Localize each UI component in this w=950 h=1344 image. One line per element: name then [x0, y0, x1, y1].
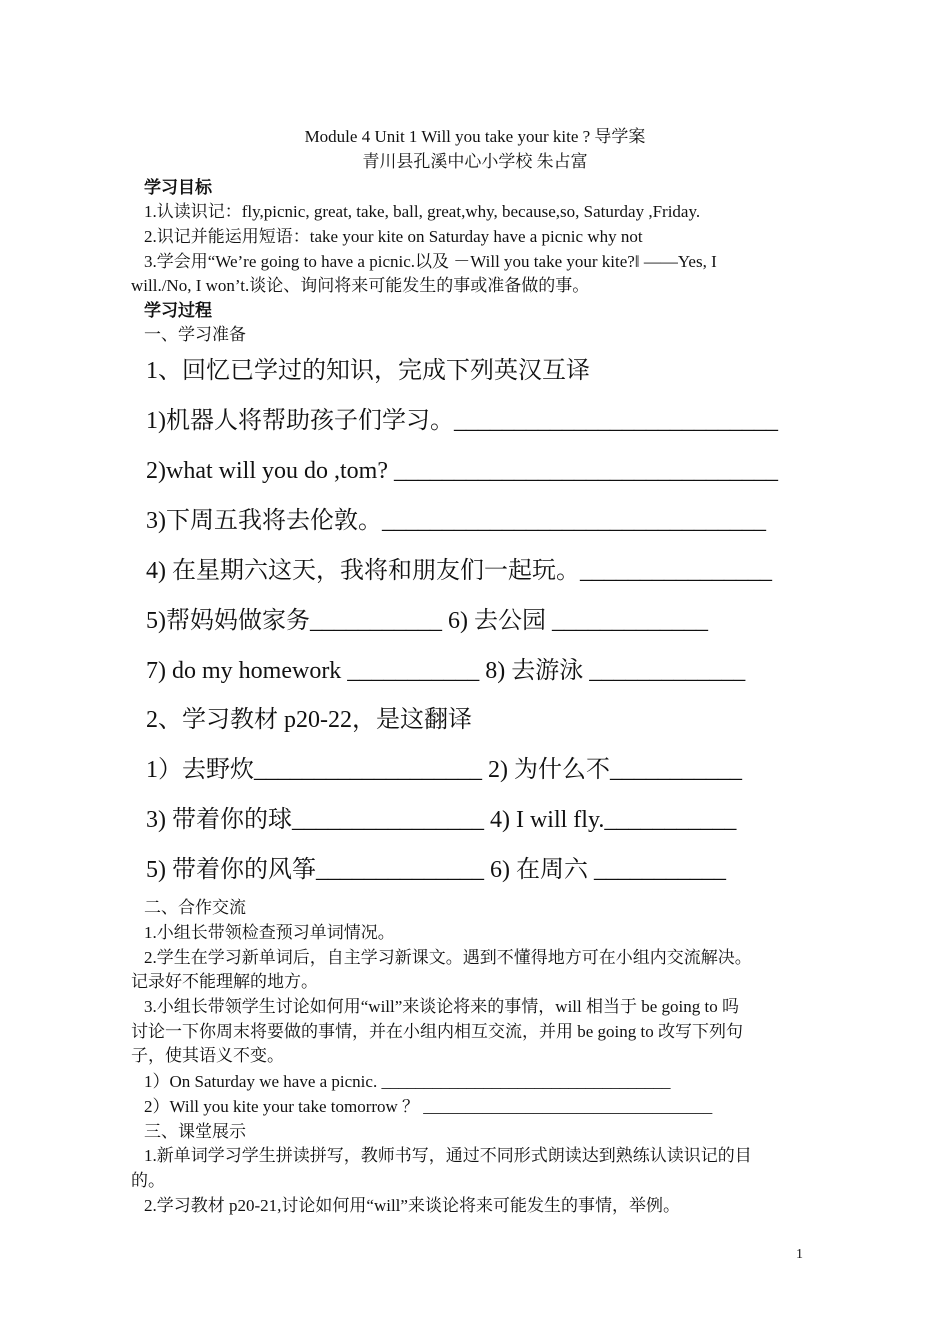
exercise-line: 5)帮妈妈做家务___________ 6) 去公园 _____________	[146, 608, 708, 634]
document-title: Module 4 Unit 1 Will you take your kite ? 导学案	[304, 127, 646, 146]
prep-heading: 一、学习准备	[144, 325, 246, 344]
goal-item: 1.认读识记：fly,picnic, great, take, ball, great,why, because,so, Saturday ,Friday.	[144, 202, 701, 221]
exercise-line: 3) 带着你的球________________ 4) I will fly.___________	[146, 807, 737, 833]
exercise-line: 1）去野炊___________________ 2) 为什么不___________	[146, 757, 742, 783]
goals-heading: 学习目标	[144, 178, 212, 197]
goal-item: 2.识记并能运用短语：take your kite on Saturday have a picnic why not	[144, 227, 643, 246]
show-item: 2.学习教材 p20-21,讨论如何用“will”来谈论将来可能发生的事情，举例。	[144, 1196, 680, 1215]
coop-item-continued: 讨论一下你周末将要做的事情，并在小组内相互交流，并用 be going to 改写下列句	[131, 1022, 743, 1041]
exercise-line: 1)机器人将帮助孩子们学习。___________________________	[146, 408, 778, 434]
exercise-line: 4) 在星期六这天，我将和朋友们一起玩。________________	[146, 558, 772, 584]
document-author: 青川县孔溪中心小学校 朱占富	[362, 152, 588, 171]
coop-item-continued: 子，使其语义不变。	[131, 1046, 284, 1065]
coop-heading: 二、合作交流	[144, 898, 246, 917]
process-heading: 学习过程	[144, 301, 212, 320]
coop-item: 1.小组长带领检查预习单词情况。	[144, 923, 395, 942]
rewrite-exercise: 1）On Saturday we have a picnic. __________________________________	[144, 1072, 671, 1091]
show-item: 1.新单词学习学生拼读拼写，教师书写，通过不同形式朗读达到熟练认读识记的目	[144, 1146, 752, 1165]
goal-item-continued: will./No, I won’t.谈论、询问将来可能发生的事或准备做的事。	[131, 276, 590, 295]
exercise-line: 3)下周五我将去伦敦。________________________________	[146, 508, 766, 534]
coop-item: 2.学生在学习新单词后，自主学习新课文。遇到不懂得地方可在小组内交流解决。	[144, 948, 752, 967]
coop-item: 3.小组长带领学生讨论如何用“will”来谈论将来的事情，will 相当于 be going to 吗	[144, 997, 739, 1016]
task1-title: 1、回忆已学过的知识，完成下列英汉互译	[146, 358, 590, 384]
exercise-line: 2)what will you do ,tom? ________________________________	[146, 458, 778, 484]
goal-item: 3.学会用“We’re going to have a picnic.以及 －Will you take your kite?‖ ——Yes, I	[144, 252, 717, 271]
exercise-line: 5) 带着你的风筝______________ 6) 在周六 ___________	[146, 857, 726, 883]
task2-title: 2、学习教材 p20-22，是这翻译	[146, 707, 472, 733]
exercise-line: 7) do my homework ___________ 8) 去游泳 _____________	[146, 658, 746, 684]
show-heading: 三、课堂展示	[144, 1122, 246, 1141]
coop-item-continued: 记录好不能理解的地方。	[131, 972, 318, 991]
show-item-continued: 的。	[131, 1171, 165, 1190]
rewrite-exercise: 2）Will you kite your take tomorrow ？ __________________________________	[144, 1097, 713, 1116]
page-number: 1	[796, 1247, 803, 1262]
